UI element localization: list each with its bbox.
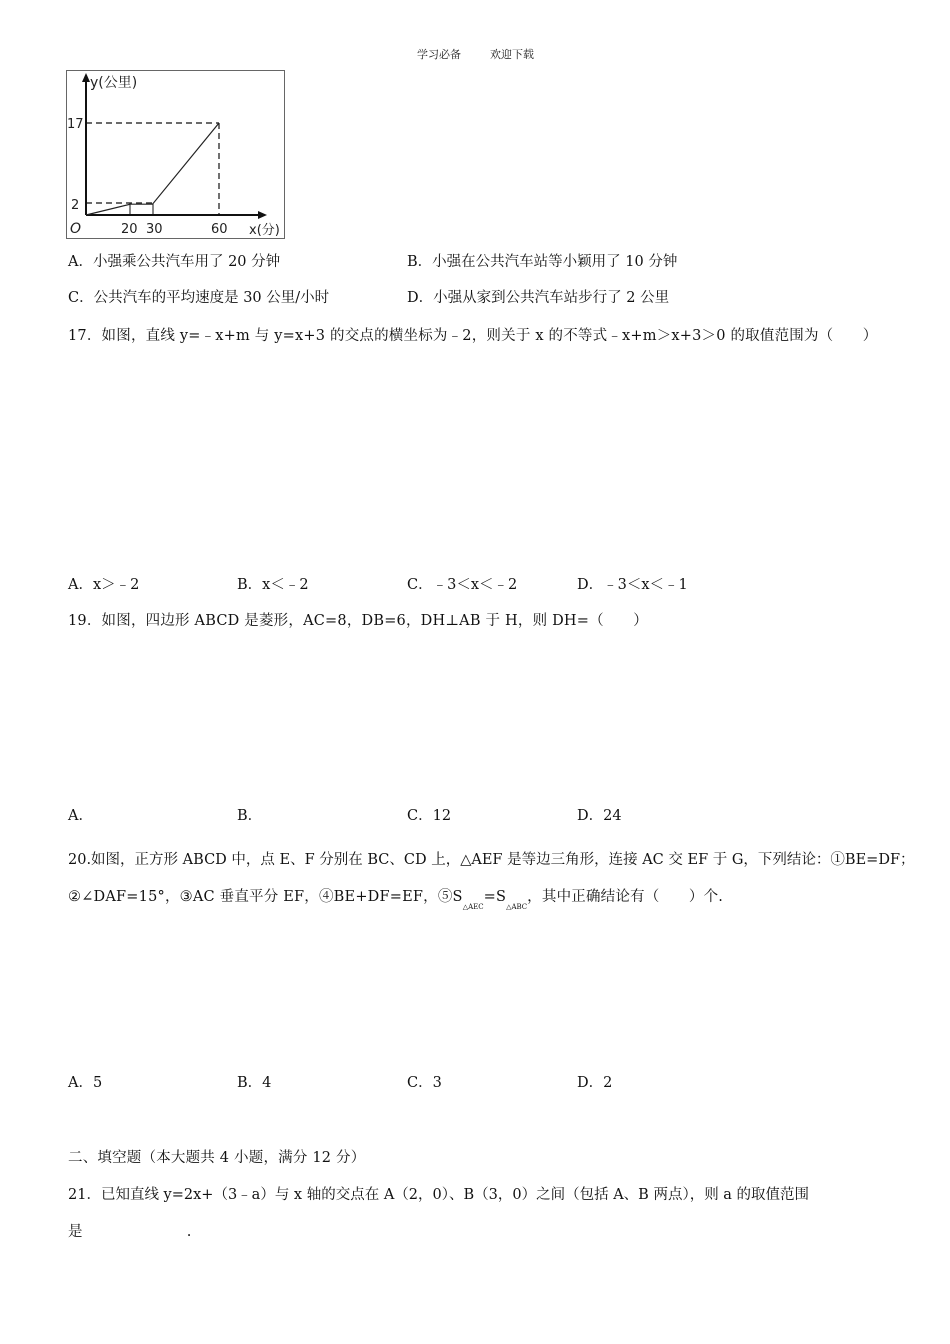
q19-option-d: D．24 xyxy=(577,808,622,824)
q19-option-c: C．12 xyxy=(407,808,452,824)
q17-option-b: B．x＜﹣2 xyxy=(237,577,309,593)
q20-equals: =S xyxy=(483,889,507,905)
q20-subscript-aec: △AEC xyxy=(462,903,484,911)
q20-option-d: D．2 xyxy=(577,1075,613,1091)
q17-option-a: A．x＞﹣2 xyxy=(68,577,140,593)
graph-svg xyxy=(66,70,286,240)
q17-option-c: C．﹣3＜x＜﹣2 xyxy=(407,577,518,593)
q20-stem-line2 xyxy=(68,887,723,917)
graph-frame xyxy=(67,71,285,239)
q19-option-a: A． xyxy=(68,808,93,824)
q17-stem: 17．如图，直线 y=﹣x+m 与 y=x+3 的交点的横坐标为﹣2，则关于 x 的不等式﹣x+m＞x+3＞0 的取值范围为（ ） xyxy=(68,328,878,344)
q20-line2-a: ②∠DAF=15°，③AC 垂直平分 EF，④BE+DF=EF，⑤S xyxy=(68,889,463,905)
y-tick-17: 17 xyxy=(67,117,84,132)
q20-option-c: C．3 xyxy=(407,1075,442,1091)
x-tick-30: 30 xyxy=(146,222,163,237)
y-axis-label: y(公里) xyxy=(90,75,138,91)
q19-stem: 19．如图，四边形 ABCD 是菱形，AC=8，DB=6，DH⊥AB 于 H，则 DH=（ ） xyxy=(68,613,648,629)
q21-stem-line2 xyxy=(68,1222,192,1242)
origin-label: O xyxy=(70,221,82,237)
q21-line2-period: . xyxy=(186,1224,192,1240)
header-left: 学习必备 xyxy=(417,48,461,61)
y-tick-2: 2 xyxy=(71,198,80,213)
q21-line2-prefix: 是 xyxy=(68,1224,83,1240)
q19-option-b: B． xyxy=(237,808,263,824)
q16-option-d: D．小强从家到公共汽车站步行了 2 公里 xyxy=(407,290,670,306)
section-2-title: 二、填空题（本大题共 4 小题，满分 12 分） xyxy=(68,1150,366,1166)
q16-option-b: B．小强在公共汽车站等小颖用了 10 分钟 xyxy=(407,254,678,270)
q20-stem-line1: 20.如图，正方形 ABCD 中，点 E、F 分别在 BC、CD 上，△AEF 是等边三角形，连接 AC 交 EF 于 G，下列结论：①BE=DF； xyxy=(68,852,915,868)
q20-option-a: A．5 xyxy=(68,1075,103,1091)
x-tick-20: 20 xyxy=(121,222,138,237)
q20-option-b: B．4 xyxy=(237,1075,272,1091)
x-tick-60: 60 xyxy=(211,222,228,237)
q16-option-a: A．小强乘公共汽车用了 20 分钟 xyxy=(68,254,281,270)
x-axis-label: x(分) xyxy=(249,223,280,238)
q21-stem-line1: 21．已知直线 y=2x+（3﹣a）与 x 轴的交点在 A（2，0）、B（3，0）之间（包括 A、B 两点），则 a 的取值范围 xyxy=(68,1187,810,1203)
header-right: 欢迎下载 xyxy=(490,48,534,61)
q20-line2-b: ，其中正确结论有（ ）个. xyxy=(527,889,724,905)
q17-option-d: D．﹣3＜x＜﹣1 xyxy=(577,577,688,593)
q16-option-c: C．公共汽车的平均速度是 30 公里/小时 xyxy=(68,290,330,306)
distance-time-graph xyxy=(66,70,286,240)
q20-subscript-abc: △ABC xyxy=(506,903,528,911)
